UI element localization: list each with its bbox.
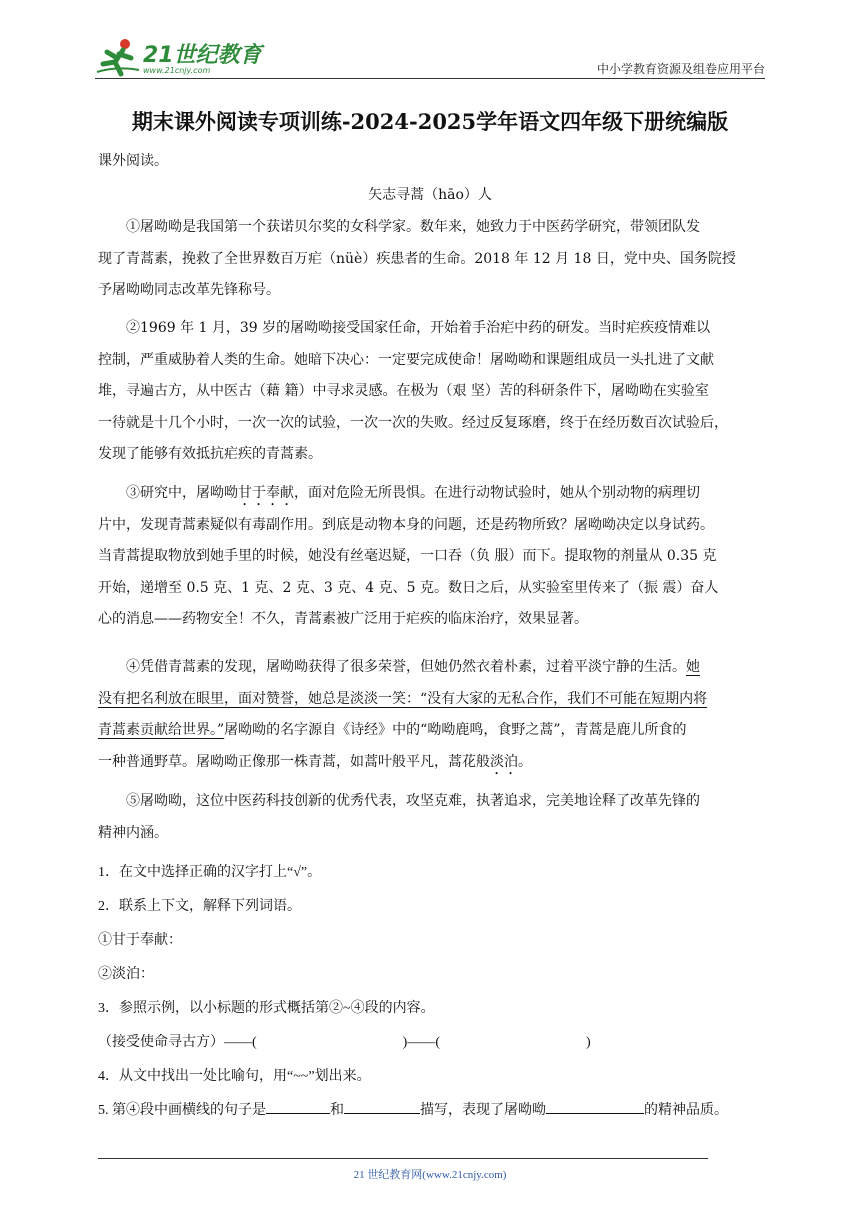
text-run: ，面对危险无所畏惧。在进行动物试验时，她从个别动物的病理切 [294,485,700,501]
paragraph-line [98,747,762,779]
text-run: ③研究中，屠呦呦 [126,485,238,501]
logo-text: 21世纪教育 [143,43,262,68]
text-run: 5. 第④段中画横线的句子是 [98,1103,266,1118]
paragraph-1 [98,212,762,307]
paragraph-line: 片中，发现青蒿素疑似有毒副作用。到底是动物本身的问题，还是药物所致？屠呦呦决定以身试药。 [98,516,714,533]
paragraph-line: ⑤屠呦呦，这位中医药科技创新的优秀代表，攻坚克难，执著追求，完美地诠释了改革先锋的 [126,793,700,809]
text-run: 的精神品质。 [644,1103,728,1118]
paragraph-line: 开始，递增至 0.5 克、1 克、2 克、3 克、4 克、5 克。数日之后，从实验室里传来了（振 震）奋人 [98,579,719,596]
paragraph-3 [98,478,762,636]
text-run: 描写，表现了屠呦呦 [420,1103,546,1118]
question-5 [98,1099,768,1119]
emphasized-term-ganyu-fengxian: 甘于奉献 [238,485,294,501]
answer-blank[interactable] [266,1099,330,1114]
document-title: 期末课外阅读专项训练-2024-2025学年语文四年级下册统编版 [131,109,729,134]
paragraph-line [98,652,762,684]
paragraph-line [98,715,762,747]
paragraph-4 [98,652,762,778]
text-run: 屠呦呦的名字源自《诗经》中的“呦呦鹿鸣，食野之蒿”，青蒿是鹿儿所食的 [224,722,687,738]
paragraph-line: 发现了能够有效抵抗疟疾的青蒿素。 [98,446,322,462]
platform-name: 中小学教育资源及组卷应用平台 [596,62,765,76]
text-run: 一种普通野草。屠呦呦正像那一株青蒿，如蒿叶般平凡，蒿花般 [98,753,490,770]
answer-blank[interactable] [546,1099,644,1114]
question-4: 4．从文中找出一处比喻句，用“~~”划出来。 [98,1069,371,1084]
story-title: 矢志寻蒿（hāo）人 [368,187,492,203]
logo-url: www.21cnjy.com [143,66,211,75]
question-2a: ①甘于奉献： [98,933,182,948]
text-run: 。 [518,753,532,770]
underlined-sentence: 青蒿素贡献给世界。” [98,722,225,738]
page-header [95,30,765,80]
intro-text: 课外阅读。 [98,153,168,169]
question-1: 1．在文中选择正确的汉字打上“√”。 [98,865,322,880]
question-3-example [98,1031,768,1051]
paragraph-line: 心的消息——药物安全！不久，青蒿素被广泛用于疟疾的临床治疗，效果显著。 [98,611,588,627]
text-run: ) [586,1035,591,1050]
question-2b: ②淡泊： [98,967,154,982]
paragraph-line: 一待就是十几个小时，一次一次的试验，一次一次的失败。经过反复琢磨，终于在经历数百次试验后， [98,414,728,431]
emphasized-term-danbo: 淡泊 [490,753,518,770]
footer-text: 21 世纪教育网(www.21cnjy.com) [353,1169,507,1181]
underlined-sentence: 没有把名利放在眼里，面对赞誉，她总是淡淡一笑：“没有大家的无私合作，我们不可能在短期内将 [98,690,708,707]
header-divider [95,78,765,79]
text-run: （接受使命寻古方）——( [98,1035,257,1050]
question-2: 2．联系上下文，解释下列词语。 [98,899,301,914]
text-run: ④凭借青蒿素的发现，屠呦呦获得了很多荣誉，但她仍然衣着朴素，过着平淡宁静的生活。 [126,659,686,675]
site-logo [95,36,265,80]
text-run: )——( [402,1035,440,1050]
paragraph-2 [98,313,762,471]
question-3: 3．参照示例，以小标题的形式概括第②~④段的内容。 [98,1001,435,1016]
paragraph-line: 现了青蒿素，挽救了全世界数百万疟（nüè）疾患者的生命。2018 年 12 月 18 日，党中央、国务院授 [98,250,736,267]
paragraph-line: ②1969 年 1 月，39 岁的屠呦呦接受国家任命，开始着手治疟中药的研发。当时疟疾疫情难以 [126,320,711,336]
underlined-sentence: 她 [686,659,700,675]
answer-blank[interactable] [344,1099,420,1114]
paragraph-line: 当青蒿提取物放到她手里的时候，她没有丝毫迟疑，一口吞（负 服）而下。提取物的剂量从 0.35 克 [98,548,717,564]
text-run: 和 [330,1103,344,1118]
paragraph-5 [98,786,762,849]
runner-logo-icon [95,36,141,80]
paragraph-line: 予屠呦呦同志改革先锋称号。 [98,282,280,298]
paragraph-line: 堆，寻遍古方，从中医古（藉 籍）中寻求灵感。在极为（艰 坚）苦的科研条件下，屠呦呦在实验室 [98,383,709,399]
paragraph-line: ①屠呦呦是我国第一个获诺贝尔奖的女科学家。数年来，她致力于中医药学研究，带领团队发 [126,219,700,235]
footer-divider [98,1158,708,1159]
paragraph-line: 控制，严重威胁着人类的生命。她暗下决心：一定要完成使命！屠呦呦和课题组成员一头扎进了文献 [98,351,714,368]
paragraph-line: 精神内涵。 [98,824,168,841]
paragraph-line [98,478,762,510]
